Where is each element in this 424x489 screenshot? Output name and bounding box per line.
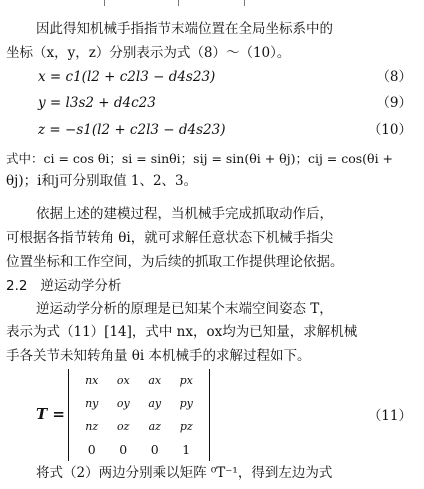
matrix-label: T = <box>36 405 65 423</box>
matrix-cell: ny <box>85 397 99 410</box>
matrix-cell: oy <box>116 397 130 410</box>
cropped-previous-line <box>0 0 424 6</box>
para3-line1: 逆运动学分析的原理是已知某个末端空间姿态 T， <box>36 301 333 317</box>
matrix-cell: 1 <box>182 442 191 457</box>
matrix-cell: py <box>179 397 193 410</box>
matrix-cell: ax <box>148 374 162 387</box>
eq10-number: （10） <box>367 122 412 138</box>
eq8-lhs: x <box>38 69 46 85</box>
para3-line2: 表示为式（11）[14]，式中 nx，ox均为已知量，求解机械 <box>6 324 358 340</box>
matrix-row <box>76 392 202 415</box>
matrix-cell: px <box>179 374 193 387</box>
eq9-rhs: l3s2 + d4c23 <box>65 95 156 111</box>
matrix-cell: nz <box>85 420 99 433</box>
matrix-cell: 0 <box>87 442 96 457</box>
para3-line3: 手各关节未知转角量 θi 本机械手的求解过程如下。 <box>6 348 311 364</box>
matrix-cell: pz <box>179 420 193 433</box>
eq8-number: （8） <box>376 69 412 85</box>
para2-line1: 依据上述的建模过程，当机械手完成抓取动作后， <box>36 206 333 222</box>
para2-line3: 位置坐标和工作空间，为后续的抓取工作提供理论依据。 <box>6 254 344 270</box>
matrix-T <box>68 369 210 461</box>
eq9-lhs: y <box>38 95 46 111</box>
matrix-cell: 0 <box>150 442 159 457</box>
eq8-rhs: c1(l2 + c2l3 − d4s23) <box>65 69 216 85</box>
eq11-number: （11） <box>367 408 412 424</box>
matrix-row <box>76 369 202 392</box>
where-line2: θj)；i和j可分别取值 1、2、3。 <box>6 173 198 189</box>
section-heading <box>6 277 416 296</box>
matrix-row <box>76 415 202 438</box>
para4-line1: 将式（2）两边分别乘以矩阵 ⁰T⁻¹，得到左边为式 <box>36 465 333 481</box>
where-line1: 式中：ci = cos θi；si = sinθi；sij = sin(θi + θj)；cij = cos(θi + <box>6 151 394 166</box>
matrix-row <box>76 438 202 461</box>
para1-line1: 因此得知机械手指指节末端位置在全局坐标系中的 <box>36 21 333 37</box>
matrix-cell: az <box>148 420 161 433</box>
section-title: 逆运动学分析 <box>40 278 122 294</box>
matrix-cell: ay <box>148 397 162 410</box>
matrix-cell: 0 <box>119 442 128 457</box>
matrix-cell: oz <box>117 420 130 433</box>
para2-line2: 可根据各指节转角 θi，就可求解任意状态下机械手指尖 <box>6 230 334 246</box>
equation-9: y = l3s2 + d4c23 （9） <box>0 92 424 114</box>
matrix-cell: nx <box>85 374 99 387</box>
eq10-rhs: −s1(l2 + c2l3 − d4s23) <box>65 122 226 138</box>
section-number: 2.2 <box>6 278 28 294</box>
para1-line2: 坐标（x，y，z）分别表示为式（8）～（10）。 <box>6 45 291 61</box>
eq10-lhs: z <box>38 122 46 138</box>
eq9-number: （9） <box>376 95 412 111</box>
matrix-cell: ox <box>116 374 130 387</box>
equation-8: x = c1(l2 + c2l3 − d4s23) （8） <box>0 66 424 88</box>
equation-10: z = −s1(l2 + c2l3 − d4s23) （10） <box>0 119 424 141</box>
